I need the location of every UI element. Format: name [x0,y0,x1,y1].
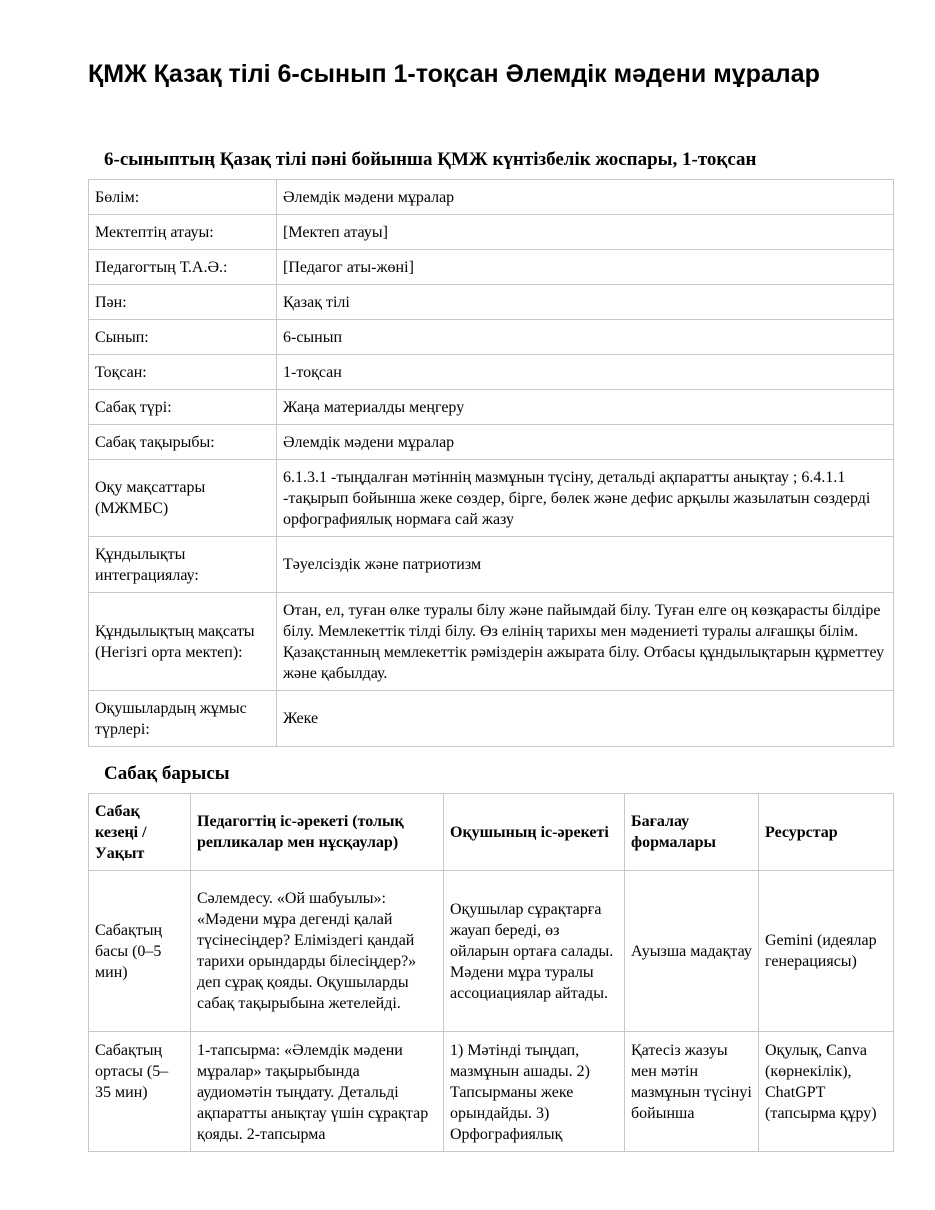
lesson-column-header: Ресурстар [759,794,894,871]
info-row [89,460,894,537]
info-value: Жеке [277,691,894,747]
lesson-stage-row [89,871,894,1032]
lesson-cell: Сәлемдесу. «Ой шабуылы»: «Мәдени мұра дегенді қалай түсінесіңдер? Еліміздегі қандай тарихи орындарды білесіңдер?» деп сұрақ қояды. Оқушыларды сабақ тақырыбына жетелейді. [191,871,444,1032]
lesson-cell: 1-тапсырма: «Әлемдік мәдени мұралар» тақырыбында аудиомәтін тыңдату. Детальді ақпаратты анықтау үшін сұрақтар қояды. 2-тапсырма [191,1032,444,1152]
info-value: 6-сынып [277,320,894,355]
lesson-cell: Сабақтың басы (0–5 мин) [89,871,191,1032]
info-label: Сабақ түрі: [89,390,277,425]
info-label: Пән: [89,285,277,320]
info-row [89,320,894,355]
info-label: Тоқсан: [89,355,277,390]
page-title: ҚМЖ Қазақ тілі 6-сынып 1-тоқсан Әлемдік мәдени мұралар [88,60,820,88]
lesson-cell: Сабақтың ортасы (5–35 мин) [89,1032,191,1152]
lesson-info-table [88,179,894,747]
lesson-column-header: Педагогтің іс-әрекеті (толық репликалар мен нұсқаулар) [191,794,444,871]
lesson-column-header: Оқушының іс-әрекеті [444,794,625,871]
info-value: 6.1.3.1 -тыңдалған мәтіннің мазмұнын түсіну, детальді ақпаратты анықтау ; 6.4.1.1 -тақырып бойынша жеке сөздер, бірге, бөлек және дефис арқылы жазылатын сөздерді орфографиялық нормаға сай жазу [277,460,894,537]
plan-subtitle: 6-сыныптың Қазақ тілі пәні бойынша ҚМЖ күнтізбелік жоспары, 1-тоқсан [104,149,757,170]
info-row [89,215,894,250]
info-value: Әлемдік мәдени мұралар [277,425,894,460]
lesson-column-header: Бағалау формалары [625,794,759,871]
info-row [89,593,894,691]
lesson-cell: Gemini (идеялар генерациясы) [759,871,894,1032]
info-label: Сабақ тақырыбы: [89,425,277,460]
section-title-lesson-flow: Сабақ барысы [104,763,230,784]
info-value: Қазақ тілі [277,285,894,320]
info-row [89,537,894,593]
info-label: Құндылықты интеграциялау: [89,537,277,593]
info-label: Мектептің атауы: [89,215,277,250]
info-label: Оқушылардың жұмыс түрлері: [89,691,277,747]
info-row [89,180,894,215]
lesson-cell: Ауызша мадақтау [625,871,759,1032]
info-row [89,355,894,390]
info-value: [Мектеп атауы] [277,215,894,250]
lesson-cell: Оқулық, Canva (көрнекілік), ChatGPT (тапсырма құру) [759,1032,894,1152]
lesson-stage-row [89,1032,894,1152]
info-value: Әлемдік мәдени мұралар [277,180,894,215]
info-row [89,425,894,460]
info-value: 1-тоқсан [277,355,894,390]
lesson-column-header: Сабақ кезеңі / Уақыт [89,794,191,871]
lesson-cell: Оқушылар сұрақтарға жауап береді, өз ойларын ортаға салады. Мәдени мұра туралы ассоциациялар айтады. [444,871,625,1032]
info-value: Жаңа материалды меңгеру [277,390,894,425]
info-row [89,390,894,425]
info-row [89,691,894,747]
info-label: Сынып: [89,320,277,355]
info-label: Бөлім: [89,180,277,215]
info-value: Тәуелсіздік және патриотизм [277,537,894,593]
lesson-cell: Қатесіз жазуы мен мәтін мазмұнын түсінуі бойынша [625,1032,759,1152]
lesson-header-row [89,794,894,871]
info-row [89,250,894,285]
info-label: Оқу мақсаттары (МЖМБС) [89,460,277,537]
info-label: Құндылықтың мақсаты (Негізгі орта мектеп): [89,593,277,691]
info-value: Отан, ел, туған өлке туралы білу және пайымдай білу. Туған елге оң көзқарасты білдіре білу. Мемлекеттік тілді білу. Өз елінің тарихы мен мәдениеті туралы алғашқы білім. Қазақстанның мемлекеттік рәміздерін ажырата білу. Отбасы құндылықтарын құрметтеу және қабылдау. [277,593,894,691]
info-label: Педагогтың Т.А.Ә.: [89,250,277,285]
info-value: [Педагог аты-жөні] [277,250,894,285]
lesson-cell: 1) Мәтінді тыңдап, мазмұнын ашады. 2) Тапсырманы жеке орындайды. 3) Орфографиялық [444,1032,625,1152]
lesson-flow-table [88,793,894,1152]
info-row [89,285,894,320]
